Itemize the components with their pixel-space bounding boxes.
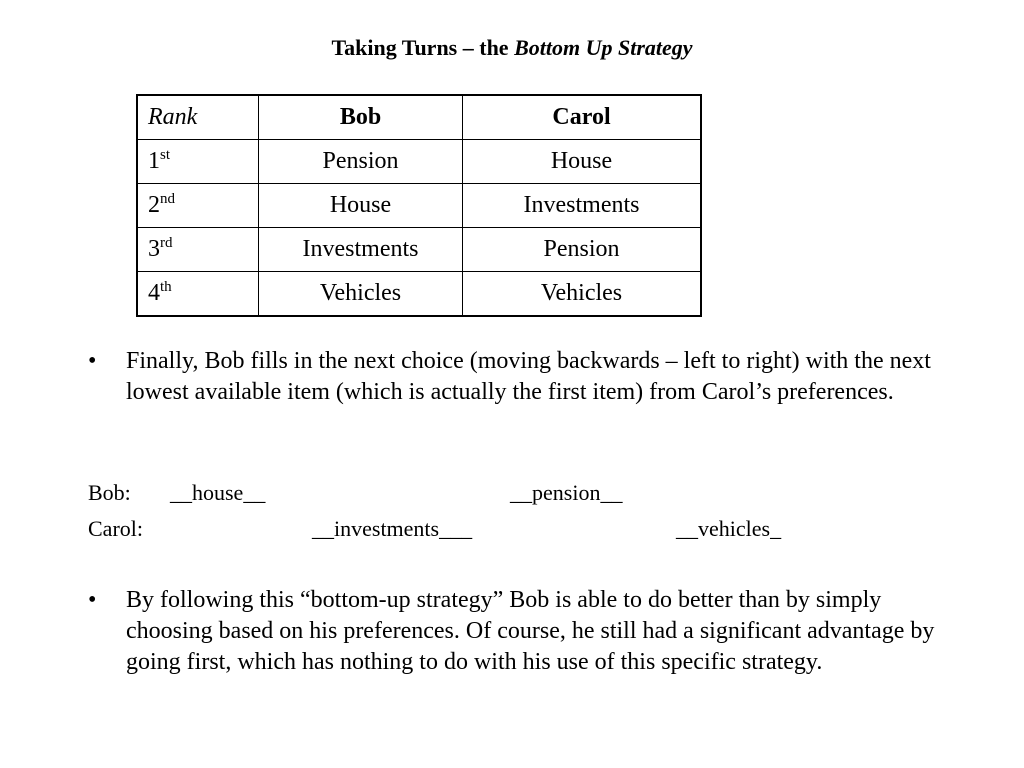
carol-label: Carol: (88, 516, 143, 541)
header-bob: Bob (259, 95, 463, 140)
carol-cell: Vehicles (463, 272, 702, 317)
carol-choice-first: __investments___ (312, 516, 473, 541)
rank-cell (137, 140, 259, 184)
carol-cell: House (463, 140, 702, 184)
slide-title-italic: Bottom Up Strategy (514, 35, 693, 60)
bullet-point-strategy (88, 585, 968, 678)
table-row (137, 140, 701, 184)
rank-number: 2 (148, 192, 160, 218)
bullet-marker: • (88, 587, 97, 613)
table-header-row (137, 95, 701, 140)
rank-number: 3 (148, 236, 160, 262)
bullet-marker: • (88, 348, 97, 374)
bob-cell: Vehicles (259, 272, 463, 317)
slide-title-prefix: Taking Turns – the (331, 35, 515, 60)
rank-number: 4 (148, 280, 160, 306)
bob-label: Bob: (88, 480, 131, 505)
rank-number: 1 (148, 148, 160, 174)
carol-cell: Investments (463, 184, 702, 228)
bob-choice-second: __pension__ (510, 480, 623, 505)
table-row (137, 272, 701, 317)
bob-cell: Investments (259, 228, 463, 272)
rank-suffix: rd (160, 235, 173, 251)
rank-cell (137, 228, 259, 272)
bullet-text: Finally, Bob fills in the next choice (moving backwards – left to right) with the next lowest available item (which is actually the first item) from Carol’s preferences. (126, 348, 931, 405)
header-carol: Carol (463, 95, 702, 140)
bullet-text: By following this “bottom-up strategy” Bob is able to do better than by simply choosing based on his preferences. Of course, he still had a significant advantage by going first, which has nothing to do with his use of this specific strategy. (126, 587, 935, 675)
bob-choice-first: __house__ (170, 480, 266, 505)
slide-title (0, 32, 1024, 64)
bob-cell: Pension (259, 140, 463, 184)
rank-suffix: nd (160, 191, 175, 207)
carol-choice-second: __vehicles_ (676, 516, 782, 541)
carol-cell: Pension (463, 228, 702, 272)
rank-cell (137, 184, 259, 228)
rank-suffix: st (160, 147, 171, 163)
rank-suffix: th (160, 279, 172, 295)
table-row (137, 184, 701, 228)
header-rank: Rank (137, 95, 259, 140)
preference-table (136, 94, 702, 317)
bob-cell: House (259, 184, 463, 228)
bullet-point-finally (88, 346, 968, 408)
rank-cell (137, 272, 259, 317)
table-row (137, 228, 701, 272)
